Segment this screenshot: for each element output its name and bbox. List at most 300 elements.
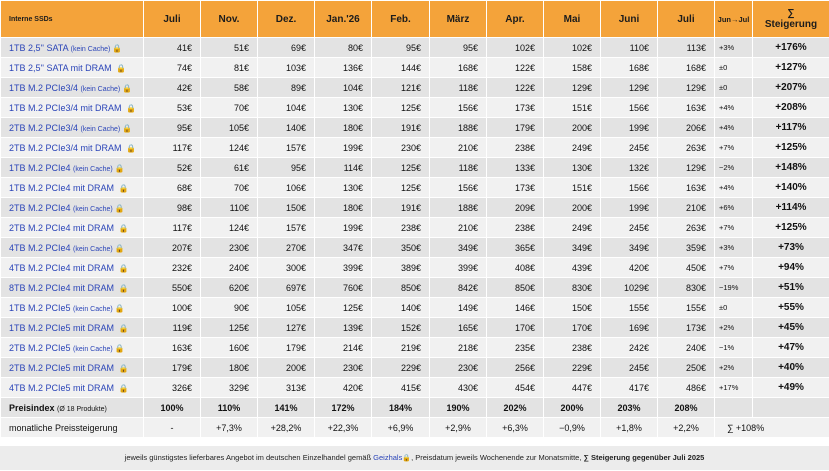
- price-cell: 238€: [487, 218, 544, 238]
- price-cell: 200€: [258, 358, 315, 378]
- price-cell: 230€: [372, 138, 430, 158]
- price-cell: 102€: [544, 38, 601, 58]
- table-row: [1, 318, 829, 338]
- cache-note: (kein Cache): [73, 306, 113, 313]
- index-cell: 141%: [258, 398, 315, 418]
- index-cell: 208%: [658, 398, 715, 418]
- price-cell: 90€: [201, 298, 258, 318]
- lock-icon: 🔒: [116, 64, 126, 73]
- monthly-cell: +28,2%: [258, 418, 315, 438]
- lock-icon: 🔒: [119, 384, 129, 393]
- price-cell: 218€: [430, 338, 487, 358]
- price-cell: 1029€: [601, 278, 658, 298]
- price-cell: 249€: [544, 218, 601, 238]
- price-cell: 200€: [544, 198, 601, 218]
- price-cell: 620€: [201, 278, 258, 298]
- price-cell: 129€: [658, 78, 715, 98]
- price-cell: 240€: [201, 258, 258, 278]
- price-cell: 125€: [372, 98, 430, 118]
- price-cell: 760€: [315, 278, 372, 298]
- monthly-cell: −0,9%: [544, 418, 601, 438]
- increase-cell: +47%: [753, 338, 829, 358]
- price-cell: 117€: [144, 138, 201, 158]
- product-name-cell[interactable]: [1, 378, 144, 398]
- price-cell: 122€: [487, 78, 544, 98]
- price-cell: 132€: [601, 158, 658, 178]
- price-cell: 238€: [544, 338, 601, 358]
- price-cell: 350€: [372, 238, 430, 258]
- price-cell: 95€: [430, 38, 487, 58]
- price-cell: 347€: [315, 238, 372, 258]
- price-cell: 230€: [201, 238, 258, 258]
- index-cell: 202%: [487, 398, 544, 418]
- price-cell: 199€: [601, 118, 658, 138]
- price-cell: 98€: [144, 198, 201, 218]
- product-link[interactable]: 2TB M.2 PCIe5 mit DRAM: [9, 363, 114, 373]
- price-cell: 179€: [258, 338, 315, 358]
- price-cell: 486€: [658, 378, 715, 398]
- index-cell: 100%: [144, 398, 201, 418]
- product-link[interactable]: 1TB M.2 PCIe5: [9, 303, 71, 313]
- table-row: [1, 58, 829, 78]
- product-name-cell[interactable]: [1, 38, 144, 58]
- product-name-cell[interactable]: [1, 198, 144, 218]
- price-cell: 130€: [544, 158, 601, 178]
- increase-cell: +140%: [753, 178, 829, 198]
- price-cell: 125€: [372, 178, 430, 198]
- price-cell: 125€: [315, 298, 372, 318]
- price-cell: 313€: [258, 378, 315, 398]
- footer-text-before: jeweils günstigstes lieferbares Angebot im deutschen Einzelhandel gemäß: [125, 453, 371, 462]
- price-cell: 129€: [544, 78, 601, 98]
- price-cell: 207€: [144, 238, 201, 258]
- change-cell: ±0: [715, 298, 753, 318]
- price-cell: 209€: [487, 198, 544, 218]
- price-cell: 80€: [315, 38, 372, 58]
- price-cell: 144€: [372, 58, 430, 78]
- index-empty-cell: [715, 398, 753, 418]
- price-cell: 41€: [144, 38, 201, 58]
- price-cell: 349€: [544, 238, 601, 258]
- increase-cell: +51%: [753, 278, 829, 298]
- lock-icon: 🔒: [119, 224, 129, 233]
- product-link[interactable]: 1TB M.2 PCIe3/4 mit DRAM: [9, 103, 122, 113]
- product-name-cell[interactable]: [1, 138, 144, 158]
- price-cell: 697€: [258, 278, 315, 298]
- product-link[interactable]: 1TB M.2 PCIe3/4: [9, 83, 78, 93]
- table-row: [1, 78, 829, 98]
- table-row: [1, 358, 829, 378]
- price-cell: 173€: [658, 318, 715, 338]
- increase-cell: +125%: [753, 218, 829, 238]
- header-month-9: Juli: [658, 1, 715, 38]
- lock-icon: 🔒: [119, 184, 129, 193]
- price-cell: 155€: [601, 298, 658, 318]
- price-cell: 830€: [544, 278, 601, 298]
- price-cell: 245€: [601, 218, 658, 238]
- price-cell: 232€: [144, 258, 201, 278]
- price-cell: 263€: [658, 218, 715, 238]
- table-row: [1, 378, 829, 398]
- increase-cell: +49%: [753, 378, 829, 398]
- increase-cell: +208%: [753, 98, 829, 118]
- header-increase: [753, 1, 829, 38]
- geizhals-link[interactable]: Geizhals: [373, 453, 402, 462]
- index-cell: 172%: [315, 398, 372, 418]
- price-cell: 200€: [544, 118, 601, 138]
- footer-note: [0, 446, 829, 470]
- cache-note: (kein Cache): [71, 46, 111, 53]
- price-cell: 157€: [258, 138, 315, 158]
- price-cell: 389€: [372, 258, 430, 278]
- increase-cell: +127%: [753, 58, 829, 78]
- price-cell: 219€: [372, 338, 430, 358]
- cache-note: (kein Cache): [73, 166, 113, 173]
- product-link[interactable]: 4TB M.2 PCIe4 mit DRAM: [9, 263, 114, 273]
- header-change: Jun→Jul: [715, 1, 753, 38]
- index-cell: 190%: [430, 398, 487, 418]
- price-cell: 140€: [372, 298, 430, 318]
- price-cell: 168€: [601, 58, 658, 78]
- lock-icon: 🔒: [115, 344, 125, 353]
- price-cell: 163€: [658, 178, 715, 198]
- price-cell: 58€: [201, 78, 258, 98]
- price-cell: 163€: [144, 338, 201, 358]
- price-cell: 113€: [658, 38, 715, 58]
- table-row: [1, 38, 829, 58]
- price-cell: 106€: [258, 178, 315, 198]
- change-cell: +4%: [715, 178, 753, 198]
- price-cell: 119€: [144, 318, 201, 338]
- price-cell: 179€: [144, 358, 201, 378]
- product-name-cell[interactable]: [1, 278, 144, 298]
- price-cell: 230€: [315, 358, 372, 378]
- price-cell: 136€: [315, 58, 372, 78]
- price-cell: 156€: [601, 98, 658, 118]
- product-name-cell[interactable]: [1, 98, 144, 118]
- price-cell: 450€: [658, 258, 715, 278]
- price-cell: 238€: [487, 138, 544, 158]
- price-cell: 52€: [144, 158, 201, 178]
- price-cell: 155€: [658, 298, 715, 318]
- price-cell: 156€: [430, 178, 487, 198]
- price-cell: 42€: [144, 78, 201, 98]
- index-cell: 200%: [544, 398, 601, 418]
- price-cell: 188€: [430, 118, 487, 138]
- price-cell: 180€: [315, 198, 372, 218]
- price-cell: 199€: [315, 138, 372, 158]
- cache-note: (kein Cache): [81, 126, 121, 133]
- monthly-cell: +2,9%: [430, 418, 487, 438]
- lock-icon: 🔒: [119, 364, 129, 373]
- monthly-increase-row: [1, 418, 829, 438]
- price-cell: 270€: [258, 238, 315, 258]
- price-cell: 169€: [601, 318, 658, 338]
- price-cell: 70€: [201, 178, 258, 198]
- product-link[interactable]: 2TB M.2 PCIe4 mit DRAM: [9, 223, 114, 233]
- product-link[interactable]: 8TB M.2 PCIe4 mit DRAM: [9, 283, 114, 293]
- price-cell: 103€: [258, 58, 315, 78]
- price-cell: 191€: [372, 118, 430, 138]
- index-cell: 184%: [372, 398, 430, 418]
- price-cell: 206€: [658, 118, 715, 138]
- price-cell: 408€: [487, 258, 544, 278]
- lock-icon: 🔒: [402, 455, 411, 462]
- price-cell: 430€: [430, 378, 487, 398]
- price-index-label: [1, 398, 144, 418]
- header-month-3: Jan.'26: [315, 1, 372, 38]
- product-name-cell[interactable]: [1, 158, 144, 178]
- monthly-label: monatliche Preissteigerung: [1, 418, 144, 438]
- price-cell: 130€: [315, 98, 372, 118]
- table-row: [1, 338, 829, 358]
- price-cell: 100€: [144, 298, 201, 318]
- header-first: Interne SSDs: [1, 1, 144, 38]
- price-cell: 250€: [658, 358, 715, 378]
- index-label-text: Preisindex: [9, 403, 55, 413]
- price-cell: 238€: [372, 218, 430, 238]
- increase-cell: +45%: [753, 318, 829, 338]
- change-cell: +2%: [715, 318, 753, 338]
- price-cell: 140€: [258, 118, 315, 138]
- product-name-cell[interactable]: [1, 58, 144, 78]
- monthly-total: ∑ +108%: [715, 418, 829, 438]
- price-cell: 121€: [372, 78, 430, 98]
- price-cell: 249€: [544, 138, 601, 158]
- price-cell: 105€: [258, 298, 315, 318]
- product-name-cell[interactable]: [1, 78, 144, 98]
- price-cell: 180€: [315, 118, 372, 138]
- table-row: [1, 98, 829, 118]
- price-index-row: [1, 398, 829, 418]
- price-cell: 70€: [201, 98, 258, 118]
- price-cell: 149€: [430, 298, 487, 318]
- price-cell: 102€: [487, 38, 544, 58]
- price-cell: 420€: [315, 378, 372, 398]
- price-cell: 415€: [372, 378, 430, 398]
- price-cell: 61€: [201, 158, 258, 178]
- price-cell: 129€: [601, 78, 658, 98]
- change-cell: +6%: [715, 198, 753, 218]
- price-cell: 210€: [430, 218, 487, 238]
- increase-cell: +148%: [753, 158, 829, 178]
- price-cell: 151€: [544, 98, 601, 118]
- price-cell: 125€: [372, 158, 430, 178]
- price-cell: 256€: [487, 358, 544, 378]
- price-cell: 53€: [144, 98, 201, 118]
- product-name-cell[interactable]: [1, 298, 144, 318]
- product-name-cell[interactable]: [1, 258, 144, 278]
- header-month-7: Mai: [544, 1, 601, 38]
- price-cell: 245€: [601, 138, 658, 158]
- price-cell: 235€: [487, 338, 544, 358]
- change-cell: ±0: [715, 58, 753, 78]
- product-link[interactable]: 1TB M.2 PCIe5 mit DRAM: [9, 323, 114, 333]
- header-month-0: Juli: [144, 1, 201, 38]
- price-cell: 150€: [544, 298, 601, 318]
- price-cell: 117€: [144, 218, 201, 238]
- price-cell: 156€: [601, 178, 658, 198]
- lock-icon: 🔒: [119, 284, 129, 293]
- price-cell: 245€: [601, 358, 658, 378]
- change-cell: −19%: [715, 278, 753, 298]
- lock-icon: 🔒: [119, 324, 129, 333]
- price-cell: 168€: [430, 58, 487, 78]
- header-month-5: März: [430, 1, 487, 38]
- table-body: [1, 38, 829, 438]
- product-link[interactable]: 2TB M.2 PCIe3/4 mit DRAM: [9, 143, 122, 153]
- lock-icon: 🔒: [115, 164, 125, 173]
- price-cell: 454€: [487, 378, 544, 398]
- monthly-cell: +7,3%: [201, 418, 258, 438]
- price-cell: 850€: [372, 278, 430, 298]
- price-cell: 51€: [201, 38, 258, 58]
- price-cell: 349€: [430, 238, 487, 258]
- product-name-cell[interactable]: [1, 178, 144, 198]
- table-row: [1, 278, 829, 298]
- lock-icon: 🔒: [126, 144, 136, 153]
- lock-icon: 🔒: [122, 84, 132, 93]
- index-empty-cell: [753, 398, 829, 418]
- price-cell: 122€: [487, 58, 544, 78]
- price-cell: 229€: [544, 358, 601, 378]
- price-cell: 95€: [144, 118, 201, 138]
- product-link[interactable]: 1TB 2,5'' SATA: [9, 43, 68, 53]
- monthly-cell: +6,9%: [372, 418, 430, 438]
- price-cell: 399€: [315, 258, 372, 278]
- increase-cell: +40%: [753, 358, 829, 378]
- increase-cell: +117%: [753, 118, 829, 138]
- price-cell: 127€: [258, 318, 315, 338]
- price-cell: 439€: [544, 258, 601, 278]
- product-link[interactable]: 2TB M.2 PCIe3/4: [9, 123, 78, 133]
- monthly-cell: +2,2%: [658, 418, 715, 438]
- monthly-cell: +6,3%: [487, 418, 544, 438]
- price-cell: 199€: [601, 198, 658, 218]
- product-name-cell[interactable]: [1, 118, 144, 138]
- product-link[interactable]: 4TB M.2 PCIe5 mit DRAM: [9, 383, 114, 393]
- product-name-cell[interactable]: [1, 318, 144, 338]
- price-cell: 160€: [201, 338, 258, 358]
- product-name-cell[interactable]: [1, 358, 144, 378]
- price-cell: 550€: [144, 278, 201, 298]
- price-cell: 199€: [315, 218, 372, 238]
- price-cell: 168€: [658, 58, 715, 78]
- header-month-6: Apr.: [487, 1, 544, 38]
- increase-cell: +176%: [753, 38, 829, 58]
- change-cell: −2%: [715, 158, 753, 178]
- price-cell: 129€: [658, 158, 715, 178]
- change-cell: +3%: [715, 38, 753, 58]
- lock-icon: 🔒: [126, 104, 136, 113]
- cache-note: (kein Cache): [73, 206, 113, 213]
- price-cell: 399€: [430, 258, 487, 278]
- product-link[interactable]: 2TB M.2 PCIe4: [9, 203, 71, 213]
- change-cell: +4%: [715, 98, 753, 118]
- price-cell: 300€: [258, 258, 315, 278]
- header-row: [1, 1, 829, 38]
- price-cell: 329€: [201, 378, 258, 398]
- price-cell: 240€: [658, 338, 715, 358]
- product-link[interactable]: 1TB 2,5'' SATA mit DRAM: [9, 63, 112, 73]
- index-note: (Ø 18 Produkte): [57, 406, 107, 413]
- product-name-cell[interactable]: [1, 338, 144, 358]
- product-link[interactable]: 4TB M.2 PCIe4: [9, 243, 71, 253]
- price-cell: 830€: [658, 278, 715, 298]
- change-cell: −1%: [715, 338, 753, 358]
- change-cell: +7%: [715, 258, 753, 278]
- price-cell: 850€: [487, 278, 544, 298]
- price-cell: 89€: [258, 78, 315, 98]
- header-month-8: Juni: [601, 1, 658, 38]
- cache-note: (kein Cache): [73, 346, 113, 353]
- price-cell: 210€: [430, 138, 487, 158]
- change-cell: +3%: [715, 238, 753, 258]
- increase-cell: +207%: [753, 78, 829, 98]
- lock-icon: 🔒: [112, 44, 122, 53]
- price-cell: 74€: [144, 58, 201, 78]
- price-cell: 110€: [601, 38, 658, 58]
- lock-icon: 🔒: [115, 204, 125, 213]
- price-cell: 170€: [544, 318, 601, 338]
- price-cell: 81€: [201, 58, 258, 78]
- product-link[interactable]: 2TB M.2 PCIe5: [9, 343, 71, 353]
- product-link[interactable]: 1TB M.2 PCIe4: [9, 163, 71, 173]
- increase-cell: +55%: [753, 298, 829, 318]
- table-row: [1, 218, 829, 238]
- price-cell: 150€: [258, 198, 315, 218]
- product-link[interactable]: 1TB M.2 PCIe4 mit DRAM: [9, 183, 114, 193]
- price-cell: 158€: [544, 58, 601, 78]
- table-row: [1, 158, 829, 178]
- price-cell: 104€: [258, 98, 315, 118]
- price-cell: 133€: [487, 158, 544, 178]
- price-cell: 349€: [601, 238, 658, 258]
- price-cell: 105€: [201, 118, 258, 138]
- table-row: [1, 298, 829, 318]
- price-cell: 110€: [201, 198, 258, 218]
- sum-symbol: ∑: [787, 8, 794, 19]
- price-cell: 125€: [201, 318, 258, 338]
- change-cell: ±0: [715, 78, 753, 98]
- price-cell: 263€: [658, 138, 715, 158]
- price-cell: 214€: [315, 338, 372, 358]
- price-cell: 151€: [544, 178, 601, 198]
- lock-icon: 🔒: [119, 264, 129, 273]
- price-cell: 118€: [430, 78, 487, 98]
- price-cell: 242€: [601, 338, 658, 358]
- increase-cell: +73%: [753, 238, 829, 258]
- price-cell: 152€: [372, 318, 430, 338]
- monthly-cell: +22,3%: [315, 418, 372, 438]
- price-cell: 95€: [258, 158, 315, 178]
- price-cell: 146€: [487, 298, 544, 318]
- price-cell: 170€: [487, 318, 544, 338]
- price-cell: 173€: [487, 178, 544, 198]
- price-cell: 124€: [201, 138, 258, 158]
- increase-cell: +125%: [753, 138, 829, 158]
- table-row: [1, 178, 829, 198]
- price-cell: 173€: [487, 98, 544, 118]
- price-cell: 114€: [315, 158, 372, 178]
- price-cell: 124€: [201, 218, 258, 238]
- price-cell: 179€: [487, 118, 544, 138]
- index-cell: 110%: [201, 398, 258, 418]
- product-name-cell[interactable]: [1, 218, 144, 238]
- product-name-cell[interactable]: [1, 238, 144, 258]
- price-cell: 365€: [487, 238, 544, 258]
- price-cell: 229€: [372, 358, 430, 378]
